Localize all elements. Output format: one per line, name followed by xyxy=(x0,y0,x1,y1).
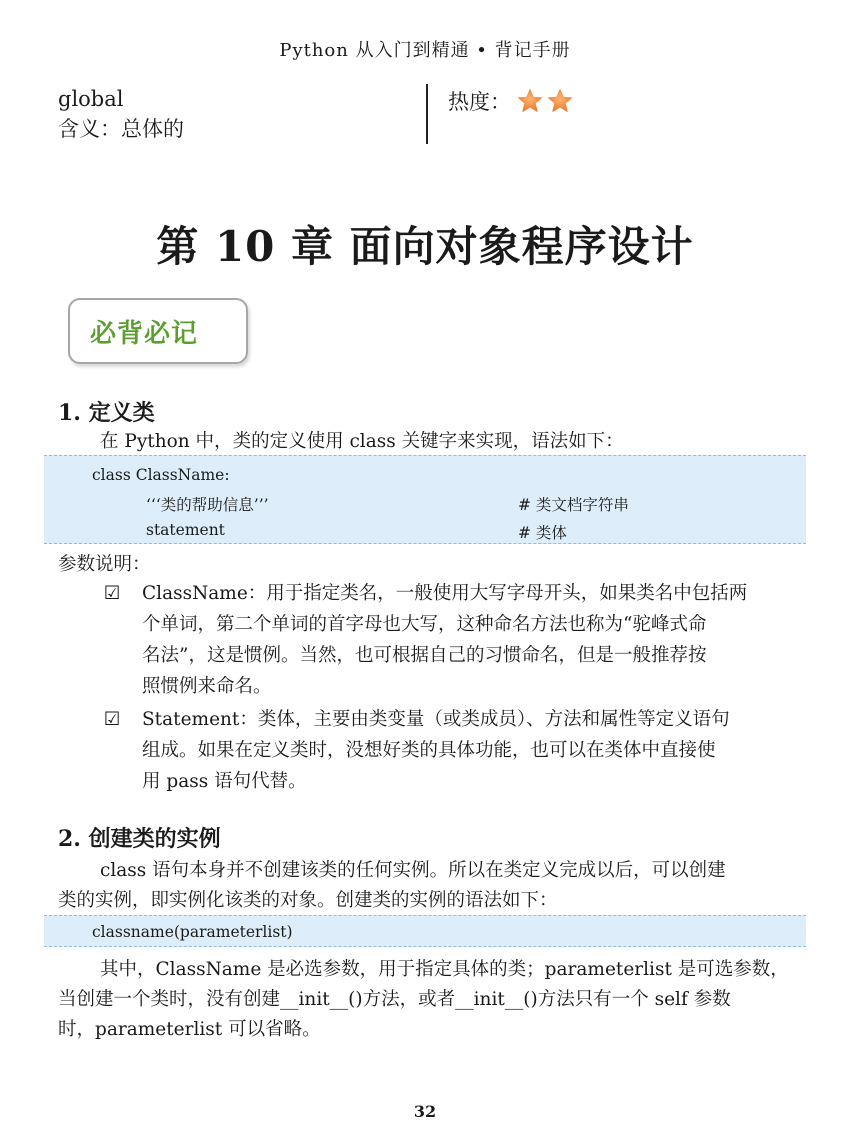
section-heading: 1. 定义类 xyxy=(58,400,155,426)
code-line: statement xyxy=(146,521,225,539)
param-item xyxy=(102,578,802,702)
param-line: 用 pass 语句代替。 xyxy=(142,771,307,792)
code-block xyxy=(44,455,806,544)
section-intro: 在 Python 中，类的定义使用 class 关键字来实现，语法如下： xyxy=(100,431,624,452)
param-line: 照惯例来命名。 xyxy=(142,676,272,697)
keyword-word: global xyxy=(58,87,124,111)
param-line: 个单词，第二个单词的首字母也大写，这种命名方法也称为“驼峰式命 xyxy=(142,614,707,635)
must-memorize-badge xyxy=(68,298,248,364)
section-heading: 2. 创建类的实例 xyxy=(58,826,221,852)
heat-label: 热度： xyxy=(448,90,511,114)
param-line: 组成。如果在定义类时，没想好类的具体功能，也可以在类体中直接使 xyxy=(142,740,716,761)
badge-label: 必背必记 xyxy=(90,318,199,349)
star-rating xyxy=(515,86,575,116)
page-number: 32 xyxy=(413,1102,437,1121)
code-line: class ClassName: xyxy=(92,466,230,484)
param-line: Statement：类体，主要由类变量（或类成员）、方法和属性等定义语句 xyxy=(142,709,730,730)
note-paragraph: 时，parameterlist 可以省略。 xyxy=(58,1019,321,1040)
code-line: ‘‘‘类的帮助信息’’’ xyxy=(146,496,269,514)
divider xyxy=(426,84,428,144)
keyword-meaning: 含义：总体的 xyxy=(58,117,184,141)
params-label: 参数说明： xyxy=(58,554,151,575)
star-icon xyxy=(515,86,545,116)
param-text xyxy=(142,578,802,702)
param-line: ClassName：用于指定类名，一般使用大写字母开头，如果类名中包括两 xyxy=(142,583,748,604)
section-intro: class 语句本身并不创建该类的任何实例。所以在类定义完成以后，可以创建 xyxy=(100,860,726,881)
code-comment: # 类文档字符串 xyxy=(518,496,629,514)
star-icon xyxy=(545,86,575,116)
checkbox-icon: ☑ xyxy=(103,583,121,604)
section-intro: 类的实例，即实例化该类的对象。创建类的实例的语法如下： xyxy=(58,890,558,911)
note-paragraph: 其中，ClassName 是必选参数，用于指定具体的类；parameterlist 是可选参数， xyxy=(100,959,789,980)
keyword-block xyxy=(58,84,184,144)
code-block xyxy=(44,915,806,947)
code-line: classname(parameterlist) xyxy=(92,923,293,941)
note-paragraph: 当创建一个类时，没有创建__init__()方法，或者__init__()方法只有一个 self 参数 xyxy=(58,989,731,1010)
param-text xyxy=(142,704,802,797)
running-header: Python 从入门到精通 • 背记手册 xyxy=(279,40,571,61)
code-comment: # 类体 xyxy=(518,524,567,542)
checkbox-icon: ☑ xyxy=(103,709,121,730)
param-line: 名法”，这是惯例。当然，也可根据自己的习惯命名，但是一般推荐按 xyxy=(142,645,707,666)
param-item xyxy=(102,704,802,797)
heat-rating xyxy=(448,86,575,116)
chapter-title: 第 10 章 面向对象程序设计 xyxy=(156,222,694,271)
